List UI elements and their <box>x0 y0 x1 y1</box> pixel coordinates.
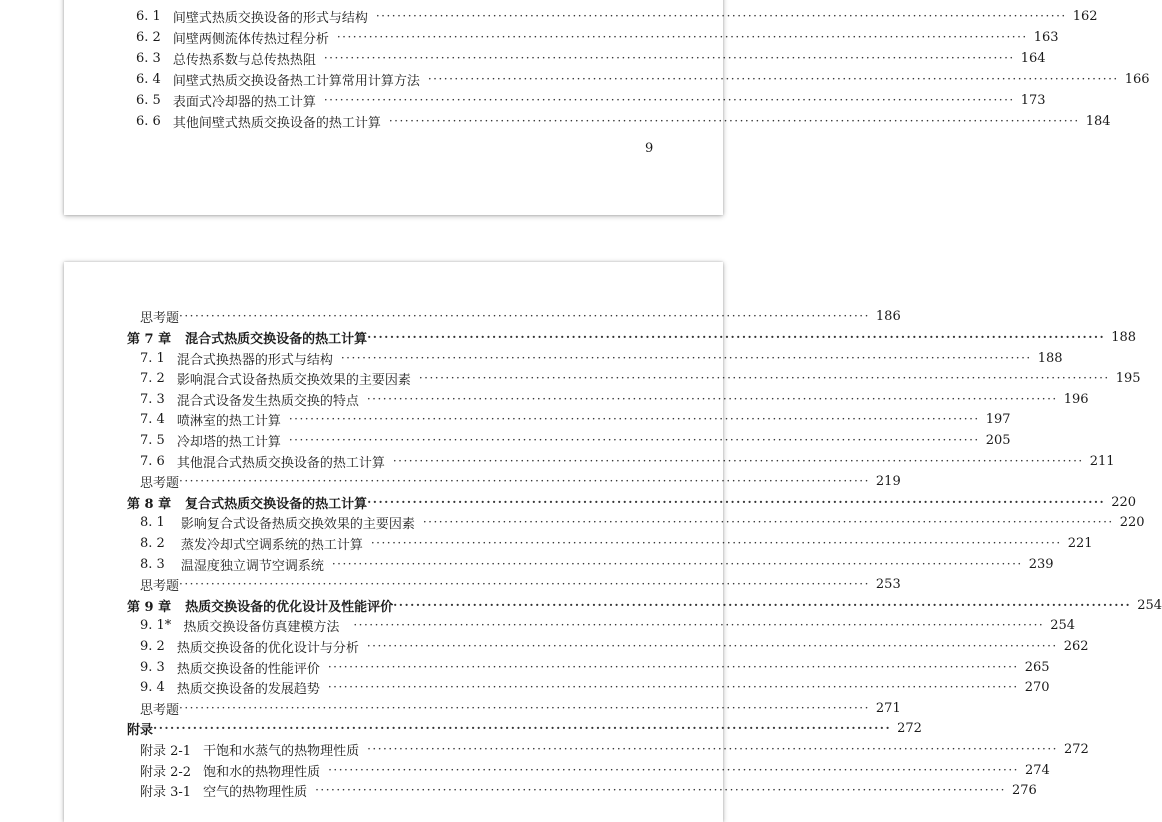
toc-leader: ·································································································································· <box>336 30 1028 44</box>
toc-entry-title: 影响混合式设备热质交换效果的主要因素 <box>176 372 411 388</box>
toc-entry-number: 附录 3-1 <box>140 784 192 800</box>
toc-entry-appendix-2-2[interactable] <box>140 760 1050 780</box>
toc-entry-7-3[interactable] <box>140 389 1089 409</box>
toc-entry-title: 思考题 <box>140 310 180 326</box>
toc-entry-6-6[interactable] <box>136 111 1111 131</box>
toc-entry-appendix-2-1[interactable] <box>140 739 1089 759</box>
toc-page-number: 253 <box>875 576 901 592</box>
toc-review-questions[interactable] <box>140 471 901 491</box>
toc-page-number: 274 <box>1024 762 1050 778</box>
toc-entry-number: 6. 2 <box>136 29 161 45</box>
toc-leader: ·································································································································· <box>393 598 1132 612</box>
toc-entry-title: 温湿度独立调节空调系统 <box>180 558 324 574</box>
toc-entry-number: 6. 5 <box>136 92 161 108</box>
toc-page-number: 162 <box>1072 8 1098 24</box>
toc-review-questions[interactable] <box>140 698 901 718</box>
toc-entry-number: 7. 3 <box>140 391 165 407</box>
toc-chapter-9[interactable] <box>127 595 1162 615</box>
toc-entry-title: 热质交换设备的优化设计与分析 <box>176 640 359 656</box>
toc-page-number: 270 <box>1024 679 1050 695</box>
toc-entry-title: 热质交换设备仿真建模方法 <box>183 619 340 635</box>
toc-leader: ·································································································································· <box>179 474 870 488</box>
toc-chapter-8[interactable] <box>127 492 1137 512</box>
toc-entry-6-5[interactable] <box>136 90 1046 110</box>
toc-leader: ·································································································································· <box>288 433 980 447</box>
toc-leader: ·································································································································· <box>375 9 1067 23</box>
toc-entry-8-3[interactable] <box>140 554 1054 574</box>
toc-page-number: 211 <box>1089 453 1115 469</box>
toc-page-number: 164 <box>1020 50 1046 66</box>
toc-page-number: 265 <box>1024 659 1050 675</box>
document-page-lower <box>64 262 1162 822</box>
toc-page-number: 166 <box>1124 71 1150 87</box>
toc-leader: ·································································································································· <box>366 639 1058 653</box>
toc-entry-title: 混合式换热器的形式与结构 <box>176 352 333 368</box>
toc-entry-6-3[interactable] <box>136 48 1046 68</box>
toc-page-number: 221 <box>1067 535 1093 551</box>
toc-page-number: 205 <box>985 432 1011 448</box>
toc-entry-number: 6. 4 <box>136 71 161 87</box>
toc-entry-title: 间壁式热质交换设备的形式与结构 <box>172 10 368 26</box>
toc-entry-number: 7. 4 <box>140 411 165 427</box>
toc-entry-number: 6. 1 <box>136 8 161 24</box>
toc-entry-title: 蒸发冷却式空调系统的热工计算 <box>180 537 363 553</box>
toc-chapter-label: 第 9 章 <box>127 599 172 615</box>
page-number-footer: 9 <box>645 141 654 156</box>
toc-entry-9-1[interactable] <box>140 615 1076 635</box>
toc-entry-number: 7. 2 <box>140 370 165 386</box>
toc-page-number: 276 <box>1011 782 1037 798</box>
toc-entry-8-1[interactable] <box>140 512 1145 532</box>
toc-leader: ·································································································································· <box>153 721 892 735</box>
toc-entry-6-2[interactable] <box>136 27 1059 47</box>
toc-leader: ·································································································································· <box>366 392 1058 406</box>
toc-entry-7-2[interactable] <box>140 368 1141 388</box>
toc-leader: ·································································································································· <box>331 557 1023 571</box>
toc-entry-appendix-3-1[interactable] <box>140 780 1037 800</box>
toc-leader: ·································································································································· <box>367 742 1058 756</box>
toc-entry-title: 混合式设备发生热质交换的特点 <box>176 393 359 409</box>
toc-entry-title: 间壁式热质交换设备热工计算常用计算方法 <box>172 73 420 89</box>
toc-leader: ·································································································································· <box>179 309 870 323</box>
toc-page-number: 197 <box>985 411 1011 427</box>
toc-page-number: 272 <box>1063 741 1089 757</box>
toc-entry-number: 9. 3 <box>140 659 165 675</box>
toc-page-number: 163 <box>1033 29 1059 45</box>
toc-entry-number: 7. 1 <box>140 350 165 366</box>
toc-chapter-label: 第 7 章 <box>127 331 172 347</box>
toc-chapter-title: 热质交换设备的优化设计及性能评价 <box>185 599 394 615</box>
toc-page-number: 188 <box>1111 329 1137 345</box>
toc-chapter-title: 复合式热质交换设备的热工计算 <box>185 496 368 512</box>
toc-leader: ·································································································································· <box>388 114 1080 128</box>
toc-leader: ·································································································································· <box>370 536 1062 550</box>
toc-entry-title: 空气的热物理性质 <box>203 784 308 800</box>
toc-leader: ·································································································································· <box>315 783 1006 797</box>
toc-page-number: 254 <box>1050 617 1076 633</box>
toc-leader: ·································································································································· <box>288 412 980 426</box>
toc-entry-title: 干饱和水蒸气的热物理性质 <box>203 743 360 759</box>
toc-page-number: 219 <box>875 473 901 489</box>
toc-chapter-title: 附录 <box>127 722 154 738</box>
toc-entry-title: 热质交换设备的性能评价 <box>176 661 320 677</box>
toc-page-number: 184 <box>1085 113 1111 129</box>
toc-leader: ·································································································································· <box>392 454 1084 468</box>
toc-entry-7-4[interactable] <box>140 409 1011 429</box>
toc-leader: ·································································································································· <box>323 93 1015 107</box>
toc-page-number: 186 <box>875 308 901 324</box>
toc-appendix[interactable] <box>127 718 922 738</box>
toc-leader: ·································································································································· <box>418 371 1110 385</box>
toc-entry-title: 喷淋室的热工计算 <box>176 413 281 429</box>
toc-page-number: 220 <box>1119 514 1145 530</box>
toc-review-questions[interactable] <box>140 306 901 326</box>
toc-entry-number: 9. 2 <box>140 638 165 654</box>
toc-page-number: 220 <box>1111 494 1137 510</box>
toc-entry-number: 6. 6 <box>136 113 161 129</box>
toc-leader: ·································································································································· <box>427 72 1119 86</box>
toc-entry-number: 附录 2-1 <box>140 743 192 759</box>
toc-entry-8-2[interactable] <box>140 533 1093 553</box>
toc-chapter-title: 混合式热质交换设备的热工计算 <box>185 331 368 347</box>
toc-page-number: 195 <box>1115 370 1141 386</box>
toc-entry-number: 7. 6 <box>140 453 165 469</box>
toc-entry-number: 9. 4 <box>140 679 165 695</box>
toc-entry-title: 总传热系数与总传热热阻 <box>172 52 316 68</box>
toc-entry-title: 影响复合式设备热质交换效果的主要因素 <box>180 516 415 532</box>
toc-entry-title: 间壁两侧流体传热过程分析 <box>172 31 329 47</box>
toc-entry-title: 其他间壁式热质交换设备的热工计算 <box>172 115 381 131</box>
toc-page-number: 254 <box>1137 597 1162 613</box>
toc-page-number: 271 <box>875 700 901 716</box>
toc-review-questions[interactable] <box>140 574 901 594</box>
toc-entry-9-3[interactable] <box>140 657 1050 677</box>
toc-entry-6-4[interactable] <box>136 69 1150 89</box>
toc-entry-7-1[interactable] <box>140 348 1063 368</box>
toc-leader: ·································································································································· <box>367 495 1106 509</box>
toc-entry-title: 其他混合式热质交换设备的热工计算 <box>176 455 385 471</box>
toc-leader: ·································································································································· <box>327 680 1019 694</box>
toc-leader: ·································································································································· <box>422 515 1114 529</box>
toc-page-number: 272 <box>897 720 922 736</box>
toc-entry-number: 附录 2-2 <box>140 764 192 780</box>
toc-entry-9-4[interactable] <box>140 677 1050 697</box>
toc-leader: ·································································································································· <box>327 660 1019 674</box>
toc-chapter-7[interactable] <box>127 327 1137 347</box>
toc-page-number: 188 <box>1037 350 1063 366</box>
toc-page-number: 196 <box>1063 391 1089 407</box>
toc-entry-7-5[interactable] <box>140 430 1011 450</box>
toc-entry-6-1[interactable] <box>136 6 1098 26</box>
toc-entry-number: 8. 1 <box>140 514 165 530</box>
toc-entry-number: 9. 1* <box>140 617 172 633</box>
document-page-upper <box>64 0 1150 215</box>
toc-entry-number: 8. 3 <box>140 556 165 572</box>
toc-entry-title: 表面式冷却器的热工计算 <box>172 94 316 110</box>
toc-page-number: 239 <box>1028 556 1054 572</box>
toc-leader: ·································································································································· <box>328 763 1019 777</box>
toc-leader: ·································································································································· <box>367 330 1106 344</box>
toc-entry-title: 冷却塔的热工计算 <box>176 434 281 450</box>
toc-page-number: 173 <box>1020 92 1046 108</box>
toc-leader: ·································································································································· <box>179 577 870 591</box>
toc-leader: ·································································································································· <box>353 618 1045 632</box>
toc-entry-title: 热质交换设备的发展趋势 <box>176 681 320 697</box>
toc-leader: ·································································································································· <box>340 351 1032 365</box>
toc-entry-number: 8. 2 <box>140 535 165 551</box>
toc-chapter-label: 第 8 章 <box>127 496 172 512</box>
toc-entry-number: 6. 3 <box>136 50 161 66</box>
toc-leader: ·································································································································· <box>179 701 870 715</box>
toc-entry-number: 7. 5 <box>140 432 165 448</box>
toc-page-number: 262 <box>1063 638 1089 654</box>
toc-entry-title: 思考题 <box>140 578 180 594</box>
toc-entry-title: 思考题 <box>140 475 180 491</box>
toc-entry-9-2[interactable] <box>140 636 1089 656</box>
toc-entry-title: 饱和水的热物理性质 <box>203 764 321 780</box>
toc-leader: ·································································································································· <box>323 51 1015 65</box>
toc-entry-7-6[interactable] <box>140 451 1115 471</box>
toc-entry-title: 思考题 <box>140 702 180 718</box>
